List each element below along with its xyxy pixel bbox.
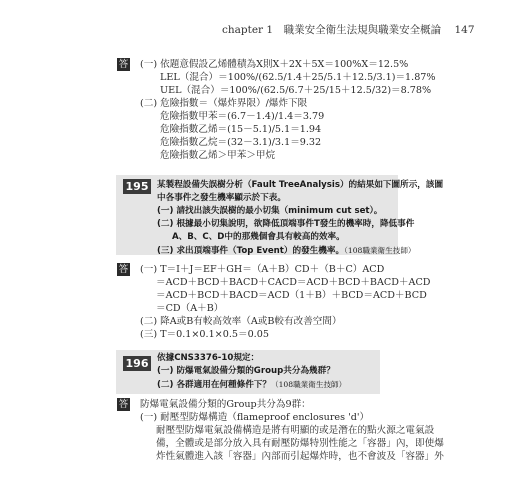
answer-line: LEL（混合）＝100%/(62.5/1.4＋25/5.1＋12.5/3.1)＝1.87% bbox=[160, 72, 436, 83]
answer-line: (一) 耐壓型防爆構造（flameproof enclosures 'd'） bbox=[140, 412, 370, 423]
answer-line: ＝ACD＋BCD＋BACD＋CACD＝ACD＋BCD＋BACD＋ACD bbox=[156, 277, 431, 288]
question-text: (二) 各群適用在何種條件下？ bbox=[157, 380, 271, 390]
answer-marker: 答 bbox=[118, 59, 129, 70]
question-line bbox=[157, 378, 346, 393]
answer-line: (二) 降A或B有較高效率（A或B較有改善空間） bbox=[140, 316, 342, 327]
answer-line: 危險指數乙烯＝(15－5.1)/5.1＝1.94 bbox=[160, 124, 322, 135]
answer-line: ＝CD（A＋B） bbox=[156, 303, 224, 314]
answer-line: (一) 依題意假設乙烯體積為X則X＋2X＋5X＝100%X＝12.5% bbox=[140, 59, 409, 70]
answer-marker: 答 bbox=[118, 264, 129, 275]
chapter-title: chapter 1 職業安全衛生法規與職業安全概論 bbox=[222, 24, 442, 36]
answer-line: 耐壓型防爆電氣設備構造是將有明顯的或是潛在的點火源之電氣設 bbox=[156, 425, 435, 436]
question-line bbox=[157, 244, 416, 259]
answer-line: 炸性氣體進入該「容器」內部而引起爆炸時，也不會波及「容器」外 bbox=[156, 451, 444, 462]
answer-line: (一) T＝I＋J＝EF＋GH＝（A＋B）CD＋（B＋C）ACD bbox=[140, 264, 385, 275]
answer-line: 防爆電氣設備分類的Group共分為9群： bbox=[140, 399, 311, 410]
question-line: 依據CNS3376-10規定： bbox=[157, 353, 260, 363]
question-line: 某製程設備失誤樹分析（Fault TreeAnalysis）的結果如下圖所示，該圖 bbox=[157, 180, 444, 190]
page-number: 147 bbox=[454, 24, 475, 36]
answer-line: UEL（混合）＝100%/(62.5/6.7＋25/15＋12.5/32)＝8.78% bbox=[160, 85, 432, 96]
answer-line: 備，全體或是部分放入具有耐壓防爆特別性能之「容器」內，即使爆 bbox=[156, 438, 444, 449]
page-header bbox=[222, 22, 475, 37]
source-note: （108職業衛生技師） bbox=[270, 380, 347, 389]
question-number-196: 196 bbox=[123, 356, 151, 371]
answer-line: 危險指數甲苯＝(6.7－1.4)/1.4＝3.79 bbox=[160, 111, 325, 122]
question-line: A、B、C、D中的那幾個會具有較高的效率。 bbox=[172, 232, 345, 242]
answer-line: ＝ACD＋BCD＋BACD＝ACD（1＋B）＋BCD＝ACD＋BCD bbox=[156, 290, 427, 301]
question-text: (三) 求出頂端事件（Top Event）的發生機率。 bbox=[157, 246, 345, 256]
question-number-195: 195 bbox=[123, 179, 151, 194]
answer-line: 危險指數乙烷＝(32－3.1)/3.1＝9.32 bbox=[160, 137, 322, 148]
answer-line: 危險指數乙烯＞甲苯＞甲烷 bbox=[160, 150, 276, 161]
answer-line: (二) 危險指數＝（爆炸界限）/爆炸下限 bbox=[140, 98, 308, 109]
question-line: 中各事件之發生機率顯示於下表。 bbox=[157, 193, 286, 203]
answer-line: (三) T＝0.1×0.1×0.5＝0.05 bbox=[140, 329, 269, 340]
question-line: (一) 請找出該失誤樹的最小切集（minimum cut set）。 bbox=[157, 206, 383, 216]
answer-marker: 答 bbox=[118, 399, 129, 410]
question-line: (一) 防爆電氣設備分類的Group共分為幾群？ bbox=[157, 366, 335, 376]
question-line: (二) 根據最小切集說明，欲降低頂端事件T發生的機率時，降低事件 bbox=[157, 219, 415, 229]
source-note: （108職業衛生技師） bbox=[344, 246, 416, 255]
